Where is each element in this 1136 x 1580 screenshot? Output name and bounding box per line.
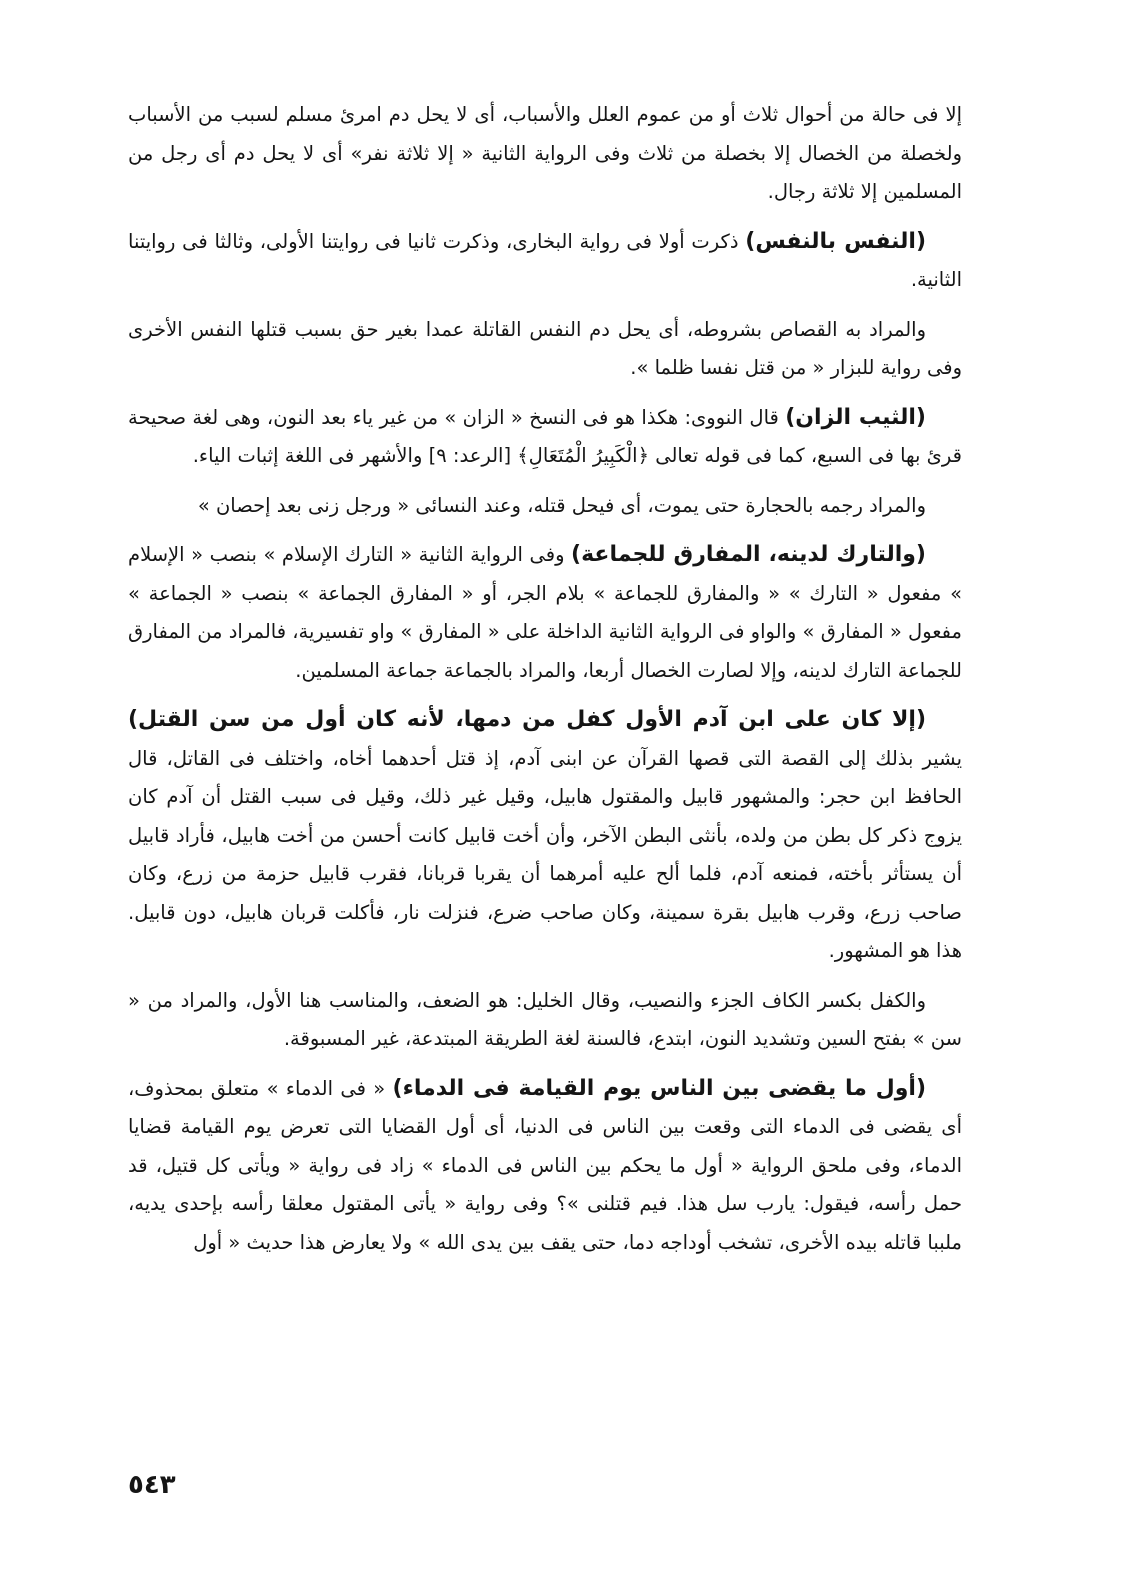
paragraph-8-text: والكفل بكسر الكاف الجزء والنصيب، وقال الخليل: هو الضعف، والمناسب هنا الأول، والمراد من « سن » بفتح السين وتشديد النون، ابتدع، فالسنة لغة الطريقة المبتدعة، غير المسبوقة. <box>128 988 962 1050</box>
page-number: ٥٤٣ <box>128 1470 176 1500</box>
paragraph-6-heading: (والتارك لدينه، المفارق للجماعة) <box>571 542 926 567</box>
paragraph-7-heading: (إلا كان على ابن آدم الأول كفل من دمها، لأنه كان أول من سن القتل) <box>128 707 926 732</box>
paragraph-6-text: وفى الرواية الثانية « التارك الإسلام » بنصب « الإسلام » مفعول « التارك » « والمفارق للجماعة » بلام الجر، أو « المفارق الجماعة » بنصب « الجماعة » مفعول « المفارق » والواو فى الرواية الثانية الداخلة على « المفارق » واو تفسيرية، فالمراد من المفارق للجماعة التارك لدينه، وإلا لصارت الخصال أربعا، والمراد بالجماعة جماعة المسلمين. <box>128 543 962 682</box>
paragraph-9-heading: (أول ما يقضى بين الناس يوم القيامة فى الدماء) <box>392 1075 927 1101</box>
paragraph-2-text: ذكرت أولا فى رواية البخارى، وذكرت ثانيا فى روايتنا الأولى، وثالثا فى روايتنا الثانية. <box>128 229 962 291</box>
paragraph-1 <box>128 96 962 212</box>
paragraph-2 <box>128 223 962 300</box>
paragraph-5-text: والمراد رجمه بالحجارة حتى يموت، أى فيحل قتله، وعند النسائى « ورجل زنى بعد إحصان » <box>197 493 926 517</box>
paragraph-4 <box>128 399 962 476</box>
paragraph-2-heading: (النفس بالنفس) <box>745 228 926 254</box>
paragraph-4-text: قال النووى: هكذا هو فى النسخ « الزان » من غير ياء بعد النون، وهى لغة صحيحة قرئ بها فى السبع، كما فى قوله تعالى ﴿الْكَبِيرُ الْمُتَعَالِ﴾ [الرعد: ٩] والأشهر فى اللغة إثبات الياء. <box>128 405 962 467</box>
paragraph-4-heading: (الثيب الزان) <box>785 404 926 430</box>
paragraph-3-text: والمراد به القصاص بشروطه، أى يحل دم النفس القاتلة عمدا بغير حق بسبب قتلها النفس الأخرى وفى رواية للبزار « من قتل نفسا ظلما ». <box>128 317 962 379</box>
paragraph-5 <box>128 487 962 526</box>
paragraph-9-text: « فى الدماء » متعلق بمحذوف، أى يقضى فى الدماء التى وقعت بين الناس فى الدنيا، أى أول القضايا التى تعرض يوم القيامة قضايا الدماء، وفى ملحق الرواية « أول ما يحكم بين الناس فى الدماء » زاد فى رواية « ويأتى كل قتيل، قد حمل رأسه، فيقول: يارب سل هذا. فيم قتلنى »؟ وفى رواية « يأتى المقتول معلقا رأسه بإحدى يديه، ملببا قاتله بيده الأخرى، تشخب أوداجه دما، حتى يقف بين يدى الله » ولا يعارض هذا حديث « أول <box>128 1076 962 1254</box>
paragraph-7 <box>128 701 962 971</box>
paragraph-3 <box>128 311 962 388</box>
paragraph-7-text: يشير بذلك إلى القصة التى قصها القرآن عن ابنى آدم، إذ قتل أحدهما أخاه، واختلف فى القاتل، قال الحافظ ابن حجر: والمشهور قابيل والمقتول هابيل، وقيل غير ذلك، وقيل فى سبب القتل أن آدم كان يزوج ذكر كل بطن من ولده، بأنثى البطن الآخر، وأن أخت قابيل كانت أحسن من أخت هابيل، فأراد قابيل أن يستأثر بأخته، فمنعه آدم، فلما ألح عليه أمرهما أن يقربا قربانا، فقرب قابيل حزمة من زرع، وكان صاحب زرع، وقرب هابيل بقرة سمينة، وكان صاحب ضرع، فنزلت نار، فأكلت قربان هابيل، دون قابيل. هذا هو المشهور. <box>128 746 962 962</box>
paragraph-9 <box>128 1070 962 1263</box>
book-page <box>128 96 962 1273</box>
paragraph-6 <box>128 536 962 690</box>
paragraph-8 <box>128 982 962 1059</box>
paragraph-1-text: إلا فى حالة من أحوال ثلاث أو من عموم العلل والأسباب، أى لا يحل دم امرئ مسلم لسبب من الأسباب ولخصلة من الخصال إلا بخصلة من ثلاث وفى الرواية الثانية « إلا ثلاثة نفر» أى لا يحل دم أى رجل من المسلمين إلا ثلاثة رجال. <box>128 103 962 203</box>
